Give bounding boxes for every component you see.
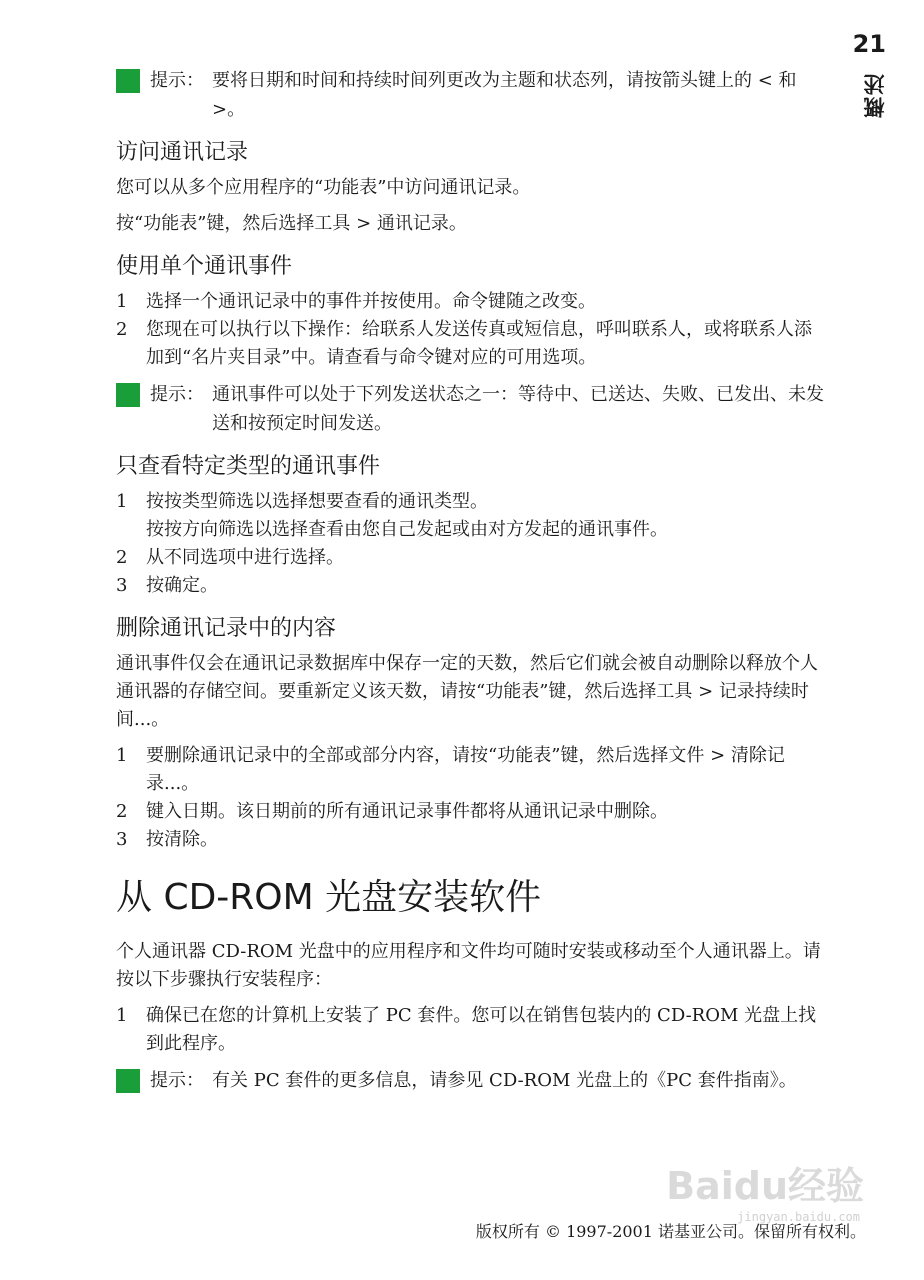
page-content (116, 66, 826, 1107)
tip-text: 有关 PC 套件的更多信息，请参见 CD-ROM 光盘上的《PC 套件指南》。 (212, 1070, 797, 1091)
tip-text: 通讯事件可以处于下列发送状态之一：等待中、已送达、失败、已发出、未发送和按预定时间发送。 (212, 384, 824, 434)
step-number: 1 (116, 291, 128, 312)
step-list (116, 1002, 826, 1058)
step-text: 确保已在您的计算机上安装了 PC 套件。您可以在销售包装内的 CD-ROM 光盘上找到此程序。 (146, 1005, 817, 1054)
copyright-footer: 版权所有 © 1997-2001 诺基亚公司。保留所有权利。 (475, 1222, 866, 1241)
step-text-part: 按 (146, 491, 164, 512)
tip-text: 要将日期和时间和持续时间列更改为主题和状态列，请按箭头键上的 < 和 >。 (212, 70, 797, 120)
step-text: 要删除通讯记录中的全部或部分内容，请按“功能表”键，然后选择文件 > 清除记录...。 (146, 745, 785, 794)
step-text-part: 。 (200, 575, 218, 596)
list-item (116, 316, 826, 372)
list-item (116, 544, 826, 572)
command-key-label: 使用 (398, 291, 434, 312)
step-text-part: 按 (146, 575, 164, 596)
section-heading: 访问通讯记录 (116, 140, 249, 165)
baidu-watermark-logo: Baidu经验 (666, 1164, 864, 1208)
step-text (146, 826, 826, 854)
command-key-label: 按方向筛选 (164, 519, 254, 540)
list-item (116, 798, 826, 826)
list-item (116, 742, 826, 798)
tip-label: 提示： (150, 384, 204, 405)
list-item (116, 488, 826, 544)
step-list (116, 742, 826, 854)
step-text-part: 以选择想要查看的通讯类型。 (254, 491, 488, 512)
page-number: 21 (852, 30, 886, 58)
list-item (116, 288, 826, 316)
tip-label: 提示： (150, 1070, 204, 1091)
step-number: 3 (116, 829, 128, 850)
tip-block (116, 1066, 826, 1095)
list-item (116, 826, 826, 854)
tip-square-icon (116, 1069, 140, 1093)
step-text (146, 572, 826, 600)
step-number: 2 (116, 547, 128, 568)
step-number: 2 (116, 801, 128, 822)
step-number: 1 (116, 491, 128, 512)
list-item (116, 1002, 826, 1058)
command-key-label: 清除 (164, 829, 200, 850)
section-heading: 只查看特定类型的通讯事件 (116, 454, 381, 479)
step-text-part: 以选择查看由您自己发起或由对方发起的通讯事件。 (254, 519, 668, 540)
tip-block (116, 380, 826, 438)
step-number: 2 (116, 319, 128, 340)
step-text-part: 。 (200, 829, 218, 850)
list-item (116, 572, 826, 600)
step-list (116, 288, 826, 372)
step-number: 1 (116, 1005, 128, 1026)
tip-square-icon (116, 69, 140, 93)
step-text (146, 288, 826, 316)
paragraph: 个人通讯器 CD-ROM 光盘中的应用程序和文件均可随时安装或移动至个人通讯器上。请按以下步骤执行安装程序： (116, 941, 821, 990)
command-key-label: 按类型筛选 (164, 491, 254, 512)
command-key-label: 确定 (164, 575, 200, 596)
chapter-side-label: 概述 (863, 72, 887, 118)
step-list (116, 488, 826, 600)
step-text (146, 488, 826, 544)
step-text: 从不同选项中进行选择。 (146, 547, 344, 568)
paragraph: 按“功能表”键，然后选择工具 > 通讯记录。 (116, 213, 467, 234)
paragraph: 您可以从多个应用程序的“功能表”中访问通讯记录。 (116, 177, 531, 198)
chapter-heading: 从 CD-ROM 光盘安装软件 (116, 877, 542, 918)
section-heading: 使用单个通讯事件 (116, 254, 293, 279)
step-text-part: 按 (146, 829, 164, 850)
step-number: 1 (116, 745, 128, 766)
step-text-part: 按 (146, 519, 164, 540)
step-number: 3 (116, 575, 128, 596)
baidu-watermark-url: jingyan.baidu.com (737, 1210, 860, 1224)
tip-label: 提示： (150, 70, 204, 91)
step-text: 您现在可以执行以下操作：给联系人发送传真或短信息，呼叫联系人，或将联系人添加到“名片夹目录”中。请查看与命令键对应的可用选项。 (146, 319, 812, 368)
tip-block (116, 66, 826, 124)
paragraph: 通讯事件仅会在通讯记录数据库中保存一定的天数，然后它们就会被自动删除以释放个人通讯器的存储空间。要重新定义该天数，请按“功能表”键，然后选择工具 > 记录持续时间...。 (116, 653, 818, 730)
step-text-part: 。命令键随之改变。 (434, 291, 596, 312)
step-text-part: 选择一个通讯记录中的事件并按 (146, 291, 398, 312)
section-heading: 删除通讯记录中的内容 (116, 616, 337, 641)
tip-square-icon (116, 383, 140, 407)
step-text: 键入日期。该日期前的所有通讯记录事件都将从通讯记录中删除。 (146, 801, 668, 822)
